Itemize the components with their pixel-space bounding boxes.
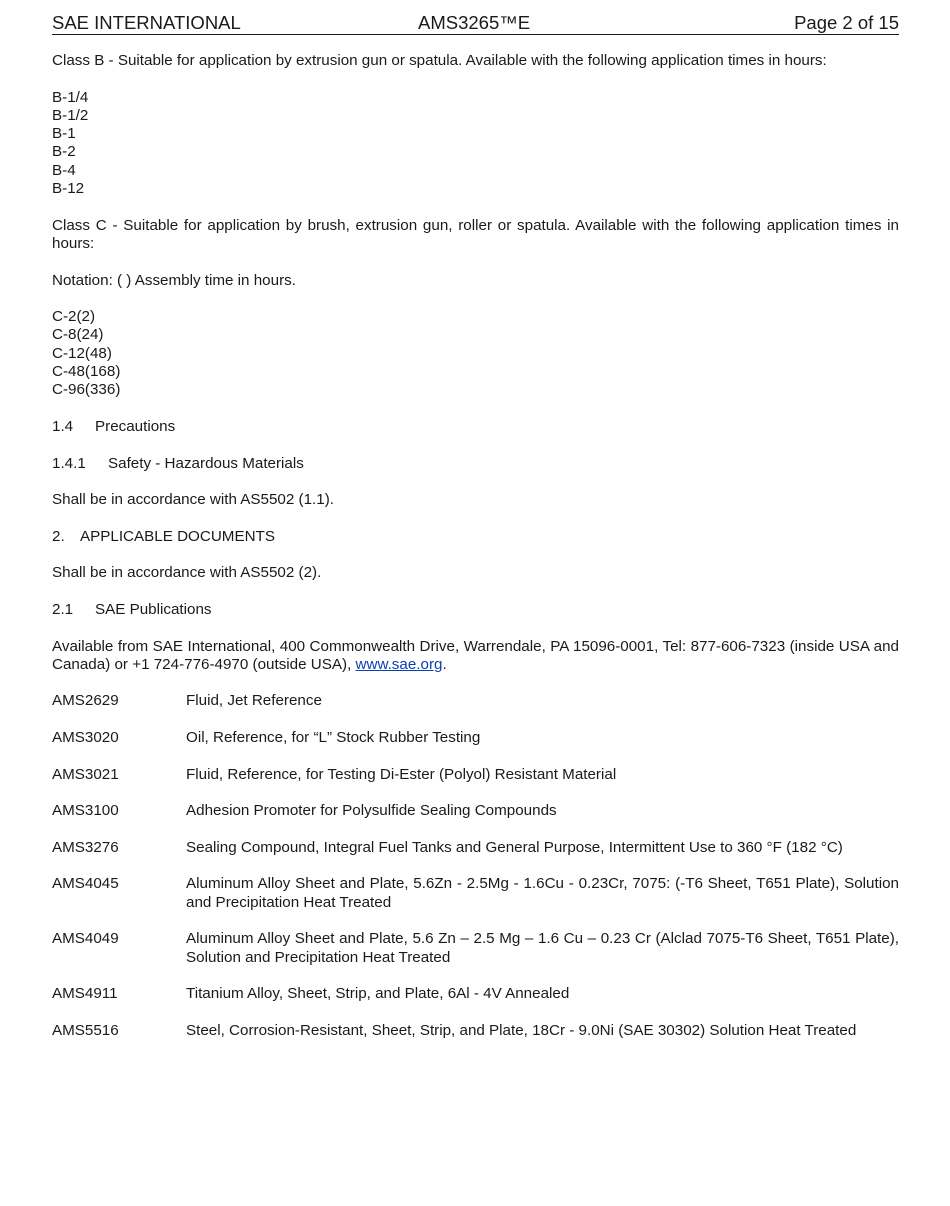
section-title: Safety - Hazardous Materials [108,454,304,472]
document-body [52,52,899,1040]
list-item: C-2(2) [52,308,96,326]
document-title: Titanium Alloy, Sheet, Strip, and Plate, 6Al - 4V Annealed [186,985,570,1003]
document-title: Steel, Corrosion-Resistant, Sheet, Strip, and Plate, 18Cr - 9.0Ni (SAE 30302) Solution Heat Treated [186,1021,857,1039]
page-header [52,12,899,35]
document-code: AMS3020 [52,728,119,746]
document-title: Adhesion Promoter for Polysulfide Sealing Compounds [186,802,557,820]
document-list [52,692,899,1040]
section-heading-1-4 [52,418,899,436]
list-item: B-1 [52,125,76,143]
class-b-intro: Class B - Suitable for application by extrusion gun or spatula. Available with the following application times in hours: [52,52,827,69]
section-number: 2. [52,527,65,545]
section-2-1-end: . [442,655,447,673]
section-title: APPLICABLE DOCUMENTS [80,527,275,545]
list-item: C-12(48) [52,344,112,362]
document-title: Fluid, Jet Reference [186,692,322,710]
list-item: B-4 [52,161,76,179]
document-row [52,875,899,912]
document-code: AMS3021 [52,765,119,783]
list-item: C-96(336) [52,381,121,399]
document-row [52,930,899,967]
document-code: AMS5516 [52,1021,119,1039]
document-row [52,1022,899,1040]
list-item: B-12 [52,180,85,198]
class-c-intro: Class C - Suitable for application by brush, extrusion gun, roller or spatula. Available with the following application times in hours: [52,216,899,252]
section-number: 2.1 [52,600,74,618]
document-row [52,729,899,747]
section-1-4-1-body: Shall be in accordance with AS5502 (1.1). [52,491,334,509]
list-item: B-2 [52,143,76,161]
list-item: C-8(24) [52,326,104,344]
section-2-body: Shall be in accordance with AS5502 (2). [52,564,322,582]
document-code: AMS4045 [52,875,119,893]
list-item: B-1/2 [52,106,89,124]
document-code: AMS4049 [52,930,119,948]
header-doc-id: AMS3265™E [418,12,531,33]
document-title: Aluminum Alloy Sheet and Plate, 5.6 Zn – 2.5 Mg – 1.6 Cu – 0.23 Cr (Alclad 7075-T6 Sheet, T651 Plate), Solution and Precipitation Heat Treated [186,930,899,966]
document-title: Oil, Reference, for “L” Stock Rubber Testing [186,728,481,746]
document-title: Sealing Compound, Integral Fuel Tanks and General Purpose, Intermittent Use to 360 °F (182 °C) [186,838,843,856]
section-heading-2-1 [52,601,899,619]
document-row [52,839,899,857]
header-org: SAE INTERNATIONAL [52,12,241,33]
list-item: B-1/4 [52,88,89,106]
section-heading-2 [52,528,899,546]
document-title: Aluminum Alloy Sheet and Plate, 5.6Zn - 2.5Mg - 1.6Cu - 0.23Cr, 7075: (-T6 Sheet, T651 Plate), Solution and Precipitation Heat Treated [186,875,899,911]
class-c-list [52,308,899,399]
section-number: 1.4 [52,417,74,435]
section-title: Precautions [95,417,176,435]
document-code: AMS3276 [52,838,119,856]
section-2-1-text: Available from SAE International, 400 Commonwealth Drive, Warrendale, PA 15096-0001, Tel: 877-606-7323 (inside USA and Canada) or +1 724-776-4970 (outside USA), [52,637,899,673]
document-title: Fluid, Reference, for Testing Di-Ester (Polyol) Resistant Material [186,765,617,783]
header-page-number: Page 2 of 15 [794,12,899,33]
section-title: SAE Publications [95,600,212,618]
document-code: AMS2629 [52,692,119,710]
document-row [52,802,899,820]
document-row [52,766,899,784]
class-c-notation: Notation: ( ) Assembly time in hours. [52,271,296,289]
sae-website-link[interactable]: www.sae.org [355,655,443,673]
section-2-1-body [52,638,899,675]
list-item: C-48(168) [52,363,121,381]
section-number: 1.4.1 [52,454,86,472]
class-b-list [52,89,899,199]
document-code: AMS4911 [52,985,118,1003]
document-row [52,985,899,1003]
section-heading-1-4-1 [52,455,899,473]
document-code: AMS3100 [52,802,119,820]
document-row [52,692,899,710]
